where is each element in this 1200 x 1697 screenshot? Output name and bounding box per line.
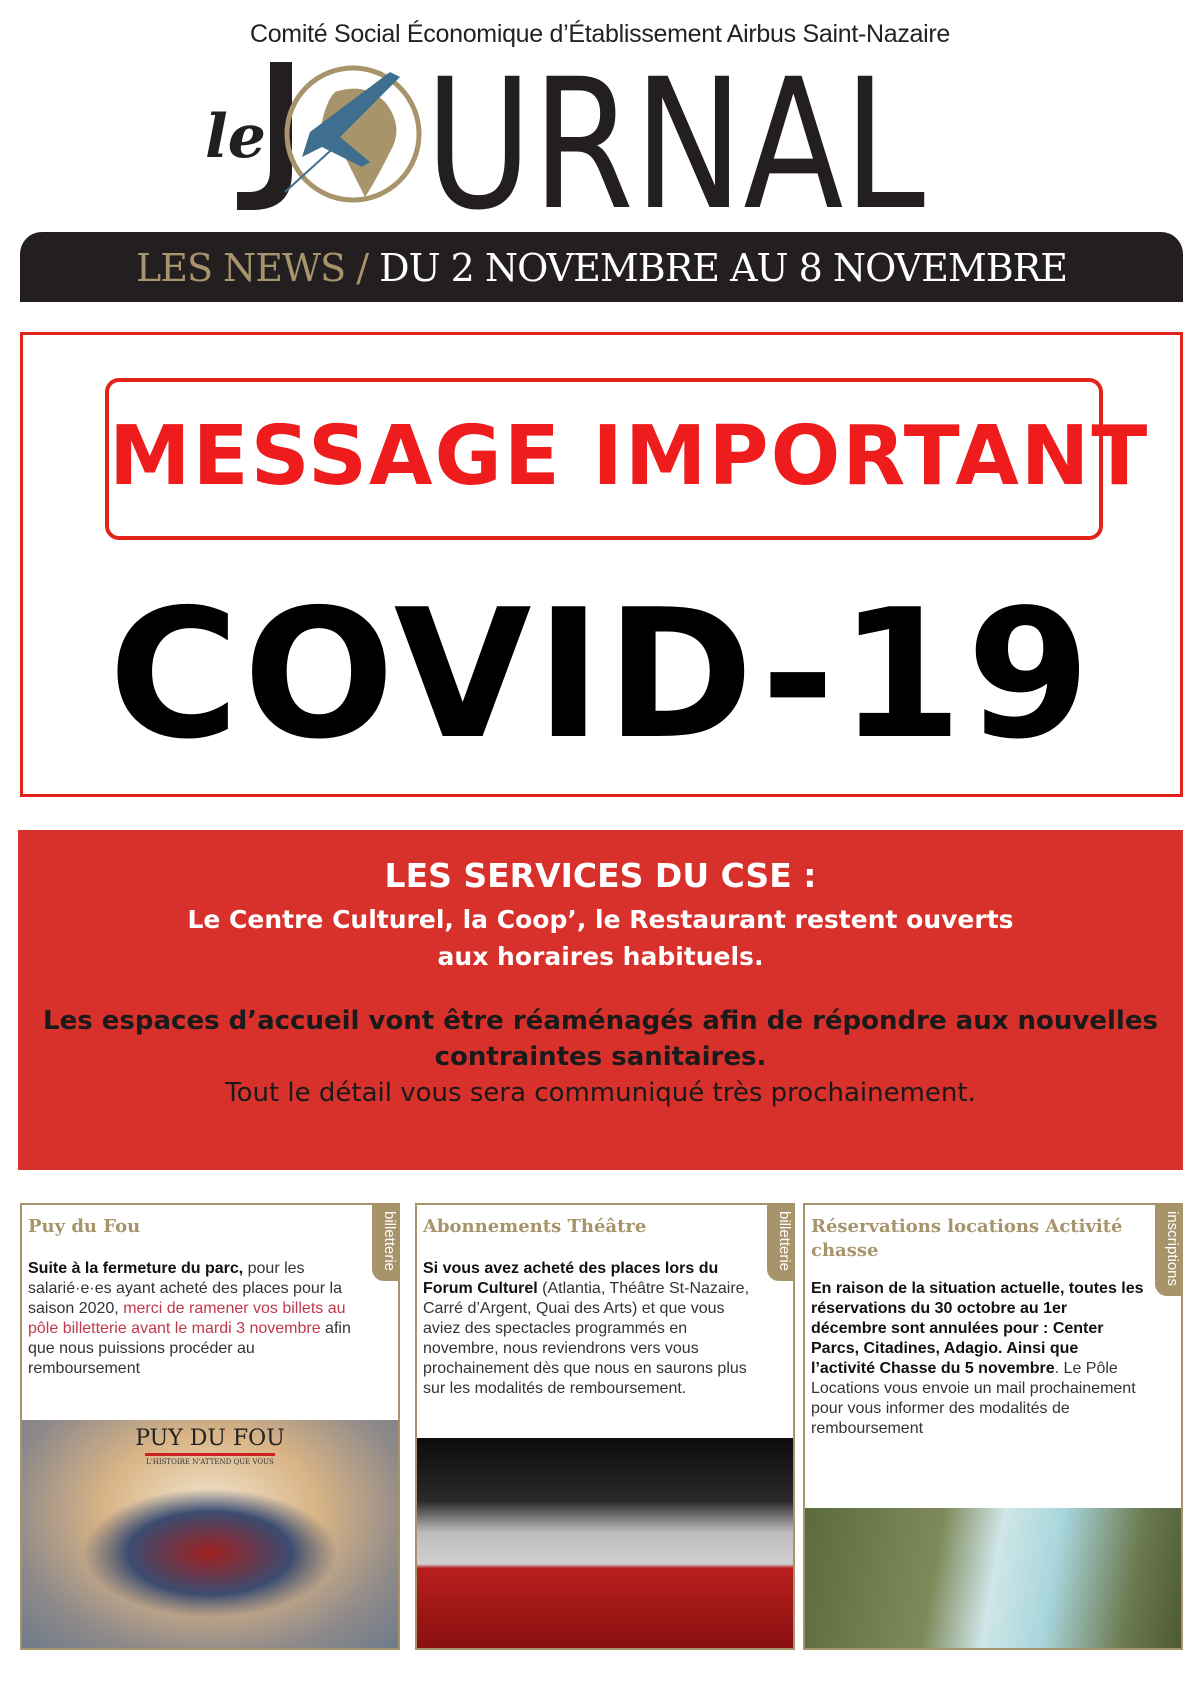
- card-text: pour les salarié·e·es ayant acheté des places pour la saison 2020,: [28, 1260, 342, 1317]
- card-title: Puy du Fou: [28, 1216, 141, 1237]
- card-bold-text: Si vous avez acheté des places lors du Forum Culturel: [423, 1260, 719, 1297]
- card-bold-text: Suite à la fermeture du parc,: [28, 1260, 244, 1277]
- band-prefix: LES NEWS /: [135, 246, 369, 290]
- card-text-end: afin que nous puissions procéder au remboursement: [28, 1320, 351, 1377]
- card-body: [423, 1259, 757, 1399]
- card-title: Abonnements Théâtre: [423, 1216, 647, 1237]
- card-bold-text: En raison de la situation actuelle, toutes les réservations du 30 octobre au 1er décembre sont annulées pour : Center Parcs, Citadines, Adagio. Ainsi que l’activité Chasse du 5 novembre: [811, 1280, 1144, 1377]
- water-slide-image: [805, 1508, 1181, 1648]
- card-text: . Le Pôle Locations vous envoie un mail prochainement pour vous informer des modalités de remboursement: [811, 1360, 1136, 1437]
- category-tab: billetterie: [372, 1205, 398, 1281]
- card-body: [28, 1259, 362, 1379]
- card-highlight: merci de ramener vos billets au pôle billetterie avant le mardi 3 novembre: [28, 1300, 346, 1337]
- svg-text:le: le: [205, 102, 266, 172]
- card-title: Réservations locations Activité chasse: [811, 1216, 1123, 1261]
- services-detail-text: Tout le détail vous sera communiqué très prochainement.: [225, 1078, 976, 1108]
- news-date-band: [20, 232, 1183, 302]
- svg-text:URNAL: URNAL: [425, 62, 925, 212]
- important-message-label: MESSAGE IMPORTANT: [105, 378, 1103, 540]
- card-body: [811, 1279, 1145, 1439]
- category-tab: inscriptions: [1155, 1205, 1181, 1296]
- cse-services-notice: [18, 830, 1183, 1170]
- covid-title: COVID-19: [108, 571, 1095, 778]
- image-tagline: L'HISTOIRE N'ATTEND QUE VOUS: [146, 1458, 274, 1466]
- band-dates: DU 2 NOVEMBRE AU 8 NOVEMBRE: [379, 246, 1068, 290]
- category-tab: billetterie: [767, 1205, 793, 1281]
- card-reservations-locations: [803, 1203, 1183, 1650]
- card-abonnements-theatre: [415, 1203, 795, 1650]
- services-heading: LES SERVICES DU CSE :: [384, 856, 817, 895]
- services-open-text: Le Centre Culturel, la Coop’, le Restaurant restent ouverts aux horaires habituels.: [187, 905, 1014, 971]
- card-puy-du-fou: [20, 1203, 400, 1650]
- theatre-image: [417, 1438, 793, 1648]
- organization-subtitle: Comité Social Économique d’Établissement Airbus Saint-Nazaire: [249, 20, 951, 48]
- services-reorganization-text: Les espaces d’accueil vont être réaménagés afin de répondre aux nouvelles contraintes sanitaires.: [43, 1006, 1158, 1072]
- puy-du-fou-image: [22, 1420, 398, 1648]
- image-logo-text: PUY DU FOU: [135, 1426, 285, 1451]
- journal-logo: [205, 62, 1005, 212]
- card-text: (Atlantia, Théâtre St-Nazaire, Carré d’Argent, Quai des Arts) et que vous aviez des spectacles programmés en novembre, nous reviendrons vers vous prochainement dès que nous en saurons plus sur les modalités de remboursement.: [423, 1280, 750, 1397]
